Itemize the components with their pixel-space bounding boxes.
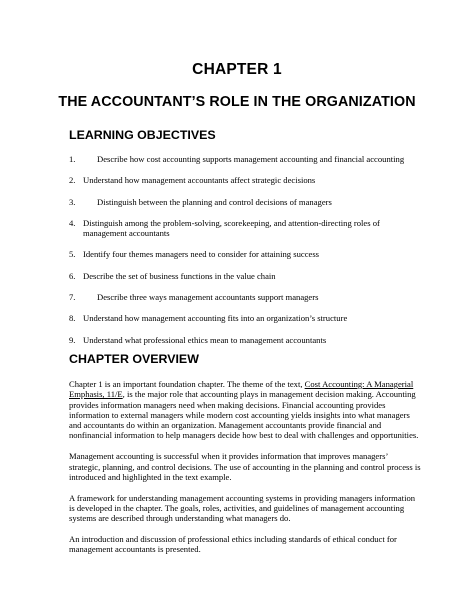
- objective-text: Identify four themes managers need to consider for attaining success: [83, 249, 320, 260]
- objective-number: 6.: [69, 270, 76, 281]
- overview-paragraph-2: Management accounting is successful when it provides information that improves managers’ strategic, planning, and control decisions. The use of accounting in the planning and control process is introduced and highlighted in the text example.: [69, 451, 421, 482]
- objective-item: [69, 175, 419, 185]
- objective-number: 9.: [69, 334, 76, 345]
- paragraph-text: , is the major role that accounting plays in management decision making. Accounting provides information managers need when making decisions. Financial accounting provides information to external managers while modern cost accounting yields insights into what managers and accountants do within an organization. Management accountants provide financial and nonfinancial information to help managers decide how best to deal with challenges and opportunities.: [69, 389, 419, 441]
- objective-text: Understand what professional ethics mean to management accountants: [83, 334, 327, 345]
- objective-text: Describe how cost accounting supports management accounting and financial accounting: [97, 154, 405, 164]
- objective-number: 5.: [69, 249, 76, 260]
- objective-item: [69, 313, 419, 323]
- objective-text: Understand how management accounting fits into an organization’s structure: [83, 313, 348, 324]
- objective-number: 8.: [69, 313, 76, 324]
- objective-text: Describe three ways management accountants support managers: [97, 292, 319, 303]
- chapter-overview-body: [69, 379, 421, 565]
- objective-item: [69, 292, 419, 302]
- overview-paragraph-4: An introduction and discussion of professional ethics including standards of ethical conduct for management accountants is presented.: [69, 534, 397, 555]
- objective-item: [69, 197, 419, 207]
- overview-paragraph-3: A framework for understanding management accounting systems in providing managers information is developed in the chapter. The goals, roles, activities, and guidelines of management accounting systems are described through understanding what managers do.: [69, 492, 416, 524]
- objective-number: 4.: [69, 217, 76, 228]
- objective-item: [69, 249, 419, 259]
- objective-item: [69, 335, 419, 345]
- chapter-number: CHAPTER 1: [192, 61, 282, 78]
- objective-number: 7.: [69, 292, 76, 303]
- objective-text: Describe the set of business functions in the value chain: [83, 270, 276, 281]
- objective-text: Distinguish among the problem-solving, scorekeeping, and attention-directing roles of management accountants: [83, 217, 380, 239]
- objective-item: [69, 154, 419, 164]
- chapter-title: THE ACCOUNTANT’S ROLE IN THE ORGANIZATION: [58, 94, 416, 110]
- chapter-overview-heading: CHAPTER OVERVIEW: [69, 352, 199, 366]
- objective-text: Distinguish between the planning and control decisions of managers: [97, 196, 332, 207]
- book-title: Cost Accounting: A Managerial Emphasis, 11/E: [69, 379, 414, 400]
- learning-objectives-list: [69, 154, 419, 356]
- objective-number: 1.: [69, 154, 76, 164]
- paragraph-text: Chapter 1 is an important foundation chapter. The theme of the text,: [69, 379, 305, 389]
- overview-paragraph-1: [69, 379, 421, 441]
- objective-item: [69, 218, 419, 239]
- objective-item: [69, 271, 419, 281]
- objective-number: 2.: [69, 175, 76, 186]
- learning-objectives-heading: LEARNING OBJECTIVES: [69, 128, 216, 142]
- objective-text: Understand how management accountants affect strategic decisions: [83, 175, 316, 186]
- objective-number: 3.: [69, 196, 76, 207]
